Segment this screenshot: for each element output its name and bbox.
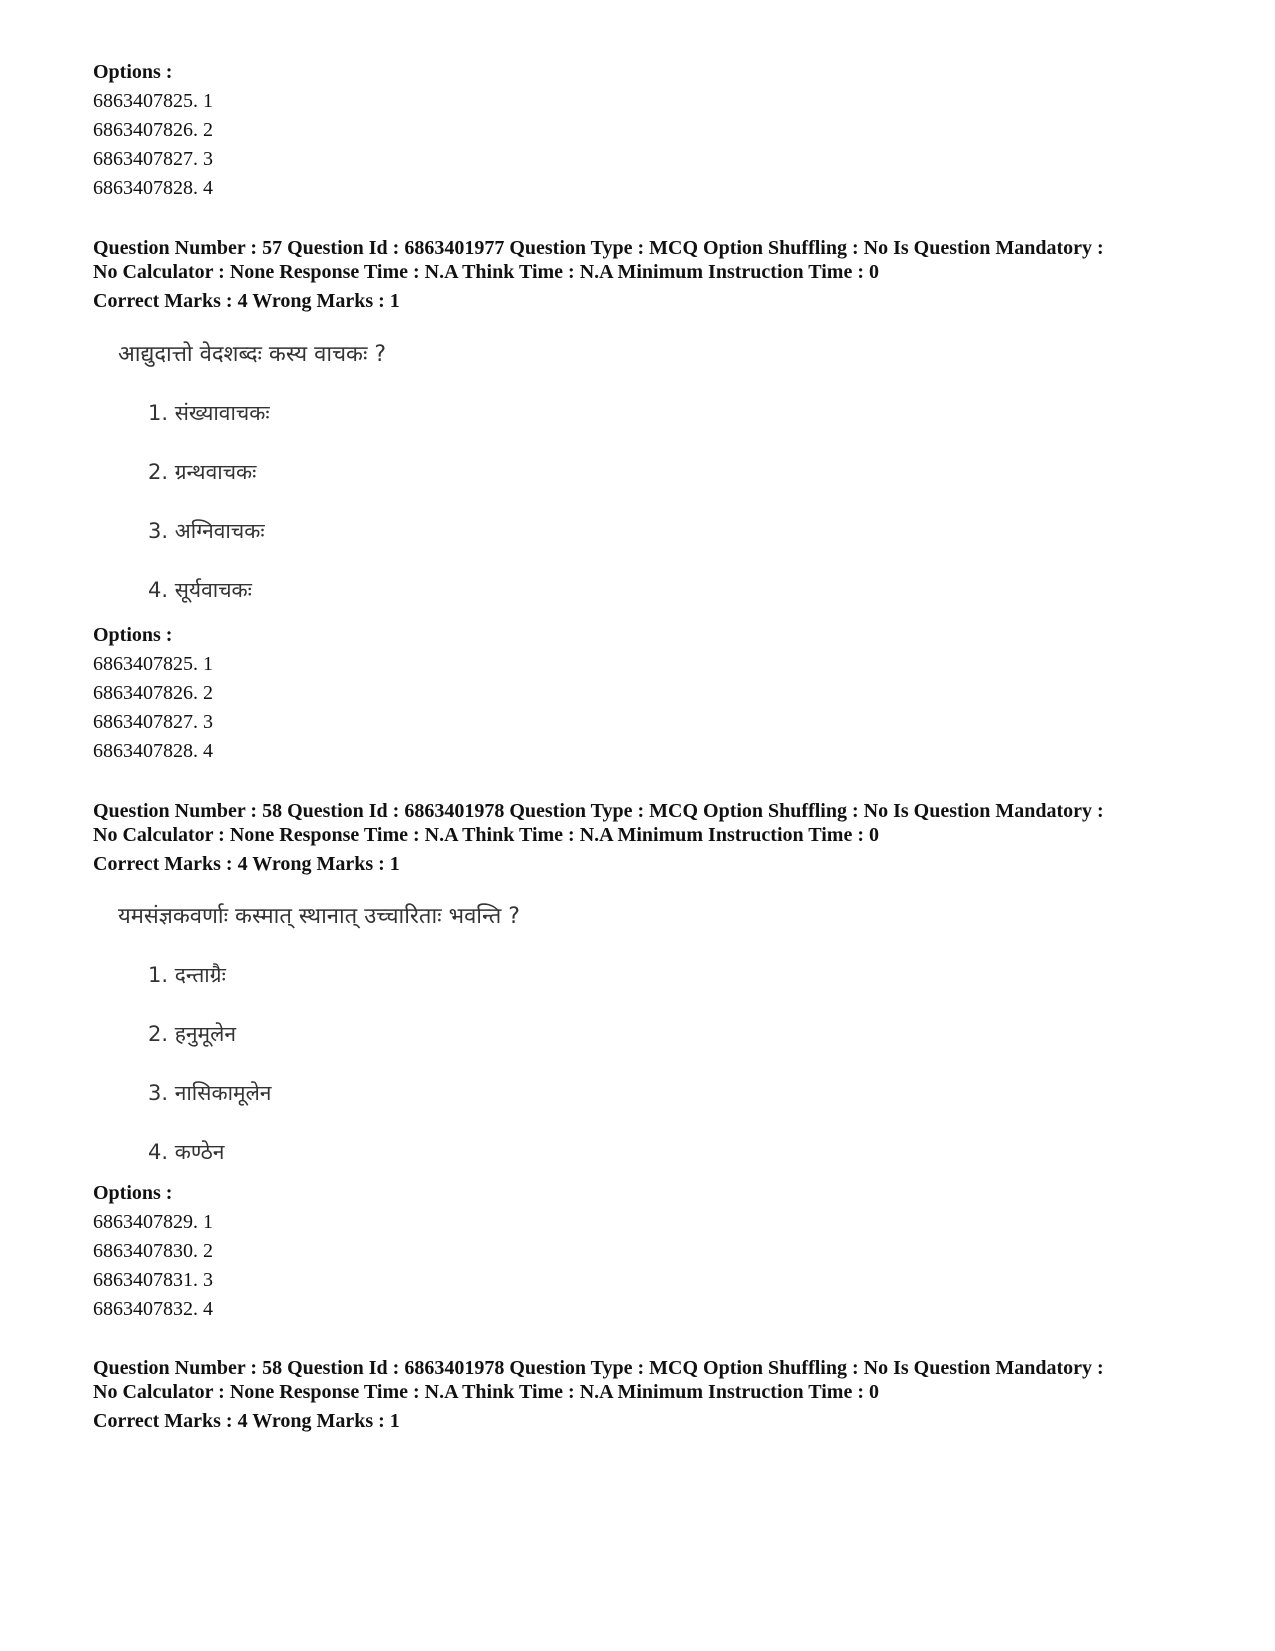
option-line: 6863407829. 1: [93, 1211, 213, 1233]
question-choice: 2. हनुमूलेन: [148, 1022, 236, 1046]
question-text: आद्युदात्तो वेदशब्दः कस्य वाचकः ?: [118, 342, 387, 367]
question-57-header: [93, 236, 1213, 313]
option-line: 6863407826. 2: [93, 682, 213, 704]
question-57-body: [118, 340, 1018, 605]
options-label: Options :: [93, 61, 173, 83]
question-header-line2: No Calculator : None Response Time : N.A Think Time : N.A Minimum Instruction Time : 0: [93, 1381, 879, 1403]
options-label: Options :: [93, 624, 173, 646]
question-choice: 4. कण्ठेन: [148, 1140, 225, 1164]
option-line: 6863407825. 1: [93, 90, 213, 112]
top-options-block: [93, 58, 1213, 203]
question-marks: Correct Marks : 4 Wrong Marks : 1: [93, 1410, 400, 1432]
question-choice: 3. नासिकामूलेन: [148, 1081, 272, 1105]
question-marks: Correct Marks : 4 Wrong Marks : 1: [93, 290, 400, 312]
option-line: 6863407827. 3: [93, 148, 213, 170]
question-58-body: [118, 902, 1018, 1167]
question-choice: 3. अग्निवाचकः: [148, 519, 265, 543]
options-label: Options :: [93, 1182, 173, 1204]
question-header-line2: No Calculator : None Response Time : N.A Think Time : N.A Minimum Instruction Time : 0: [93, 261, 879, 283]
question-header-line1: Question Number : 58 Question Id : 6863401978 Question Type : MCQ Option Shuffling : No Is Question Mandatory :: [93, 800, 1104, 822]
option-line: 6863407831. 3: [93, 1269, 213, 1291]
question-header-line1: Question Number : 58 Question Id : 6863401978 Question Type : MCQ Option Shuffling : No Is Question Mandatory :: [93, 1357, 1104, 1379]
question-next-header: [93, 1356, 1213, 1433]
question-text: यमसंज्ञकवर्णाः कस्मात् स्थानात् उच्चारिताः भवन्ति ?: [118, 904, 520, 929]
option-line: 6863407828. 4: [93, 177, 213, 199]
question-header-line2: No Calculator : None Response Time : N.A Think Time : N.A Minimum Instruction Time : 0: [93, 824, 879, 846]
question-choice: 1. संख्यावाचकः: [148, 401, 270, 425]
question-choice: 1. दन्ताग्रैः: [148, 963, 226, 987]
question-header-line1: Question Number : 57 Question Id : 6863401977 Question Type : MCQ Option Shuffling : No Is Question Mandatory :: [93, 237, 1104, 259]
option-line: 6863407830. 2: [93, 1240, 213, 1262]
option-line: 6863407828. 4: [93, 740, 213, 762]
question-choice: 4. सूर्यवाचकः: [148, 578, 252, 602]
option-line: 6863407826. 2: [93, 119, 213, 141]
question-57-options: [93, 621, 1213, 766]
question-marks: Correct Marks : 4 Wrong Marks : 1: [93, 853, 400, 875]
option-line: 6863407832. 4: [93, 1298, 213, 1320]
option-line: 6863407825. 1: [93, 653, 213, 675]
option-line: 6863407827. 3: [93, 711, 213, 733]
question-58-options: [93, 1179, 1213, 1324]
question-choice: 2. ग्रन्थवाचकः: [148, 460, 257, 484]
question-58-header: [93, 799, 1213, 876]
